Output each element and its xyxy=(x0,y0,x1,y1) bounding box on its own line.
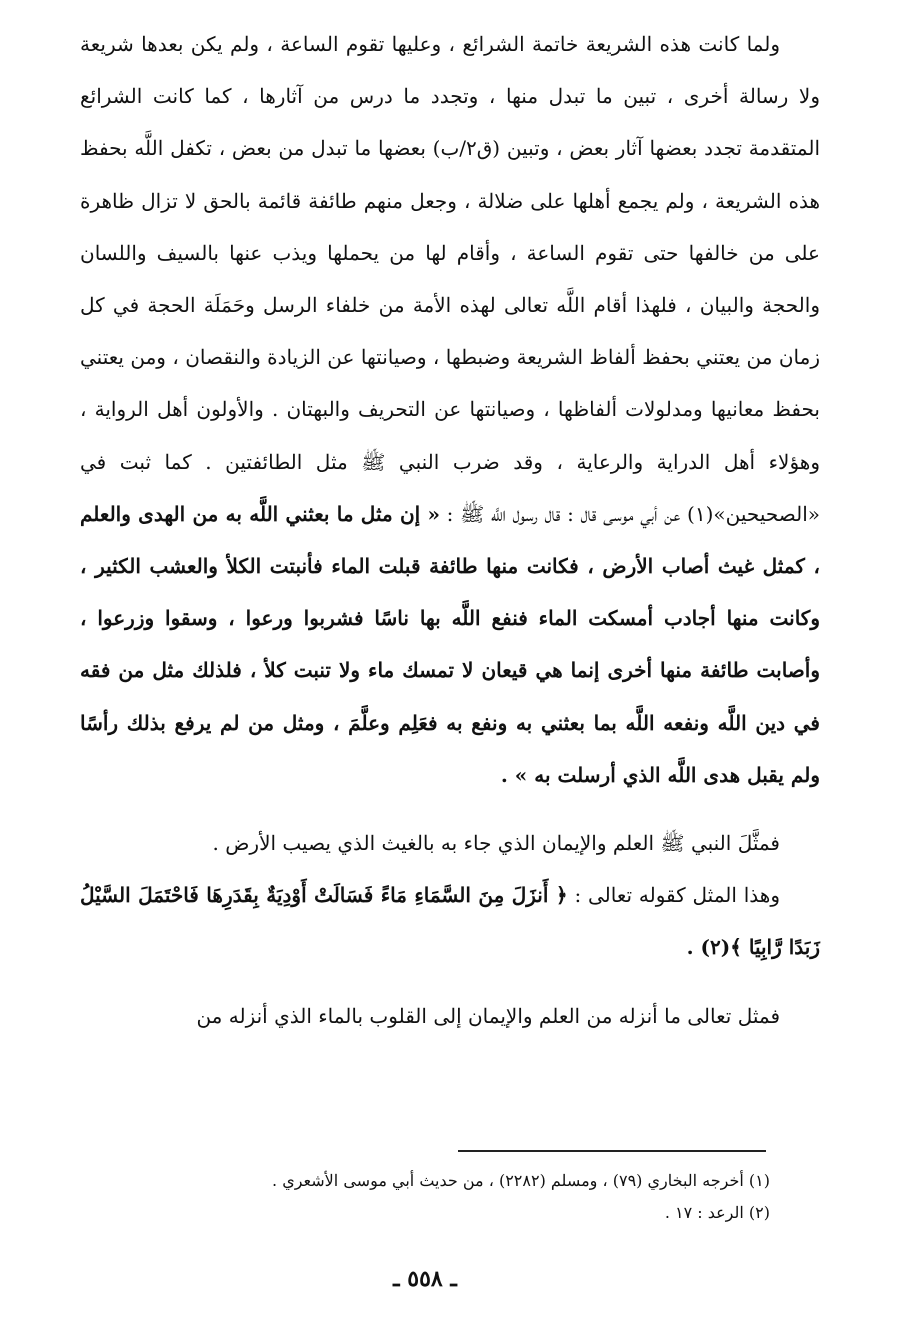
page-number: ـ ٥٥٨ ـ xyxy=(393,1266,457,1292)
paragraph-gap xyxy=(80,974,820,990)
paragraph-gap xyxy=(80,801,820,817)
verse-intro: وهذا المثل كقوله تعالى : xyxy=(574,883,781,908)
paragraph-intro xyxy=(80,18,820,801)
footnote-2: (٢) الرعد : ١٧ . xyxy=(664,1203,770,1222)
quran-verse: ﴿ أَنزَلَ مِنَ السَّمَاءِ مَاءً فَسَالَتْ أَوْدِيَةٌ بِقَدَرِهَا فَاحْتَمَلَ السَّيْلُ زَبَدًا رَّابِيًا ﴾(٢) . xyxy=(80,883,820,960)
hadith-quote: « إن مثل ما بعثني اللَّه به من الهدى والعلم ، كمثل غيث أصاب الأرض ، فكانت منها طائفة قبلت الماء فأنبتت الكلأ والعشب الكثير ، وكانت منها أجادب أمسكت الماء فنفع اللَّه بها ناسًا فشربوا ورعوا ، وسقوا وزرعوا ، وأصابت طائفة منها أخرى إنما هي قيعان لا تمسك ماء ولا تنبت كلأ ، فلذلك مثل من فقه في دين اللَّه ونفعه اللَّه بما بعثني به ونفع به فعَلِم وعلَّمَ ، ومثل من لم يرفع بذلك رأسًا ولم يقبل هدى اللَّه الذي أرسلت به » . xyxy=(80,501,820,787)
footnote-1: (١) أخرجه البخاري (٧٩) ، ومسلم (٢٢٨٢) ، من حديث أبي موسى الأشعري . xyxy=(272,1171,770,1190)
footnote-divider xyxy=(458,1150,766,1152)
paragraph-verse xyxy=(80,869,820,973)
paragraph-closing: فمثل تعالى ما أنزله من العلم والإيمان إلى القلوب بالماء الذي أنزله من xyxy=(196,1003,780,1028)
paragraph-parable: فمثَّلَ النبي ﷺ العلم والإيمان الذي جاء به بالغيث الذي يصيب الأرض . xyxy=(212,831,780,856)
main-text xyxy=(80,18,820,1042)
footnotes xyxy=(150,1165,770,1229)
paragraph-intro-text: ولما كانت هذه الشريعة خاتمة الشرائع ، وعليها تقوم الساعة ، ولم يكن بعدها شريعة ولا رسالة أخرى ، تبين ما تبدل منها ، وتجدد ما درس من آثارها ، كما كانت الشرائع المتقدمة تجدد بعضها آثار بعض ، وتبين (ق٢/ب) بعضها ما تبدل من بعض ، تكفل اللَّه بحفظ هذه الشريعة ، ولم يجمع أهلها على ضلالة ، وجعل منهم طائفة قائمة بالحق لا تزال ظاهرة على من خالفها حتى تقوم الساعة ، وأقام لها من يحملها ويذب عنها بالسيف واللسان والحجة والبيان ، فلهذا أقام اللَّه تعالى لهذه الأمة من خلفاء الرسل وحَمَلَة الحجة في كل زمان من يعتني بحفظ ألفاظ الشريعة وضبطها ، وصيانتها عن الزيادة والنقصان ، ومن يعتني بحفظ معانيها ومدلولات ألفاظها ، وصيانتها عن التحريف والبهتان . والأولون أهل الرواية ، وهؤلاء أهل الدراية والرعاية ، وقد ضرب النبي ﷺ مثل الطائفتين . كما ثبت في «الصحيحين»(١) عن أبي موسى قال : قال رسول اللَّه ﷺ : xyxy=(80,32,820,526)
